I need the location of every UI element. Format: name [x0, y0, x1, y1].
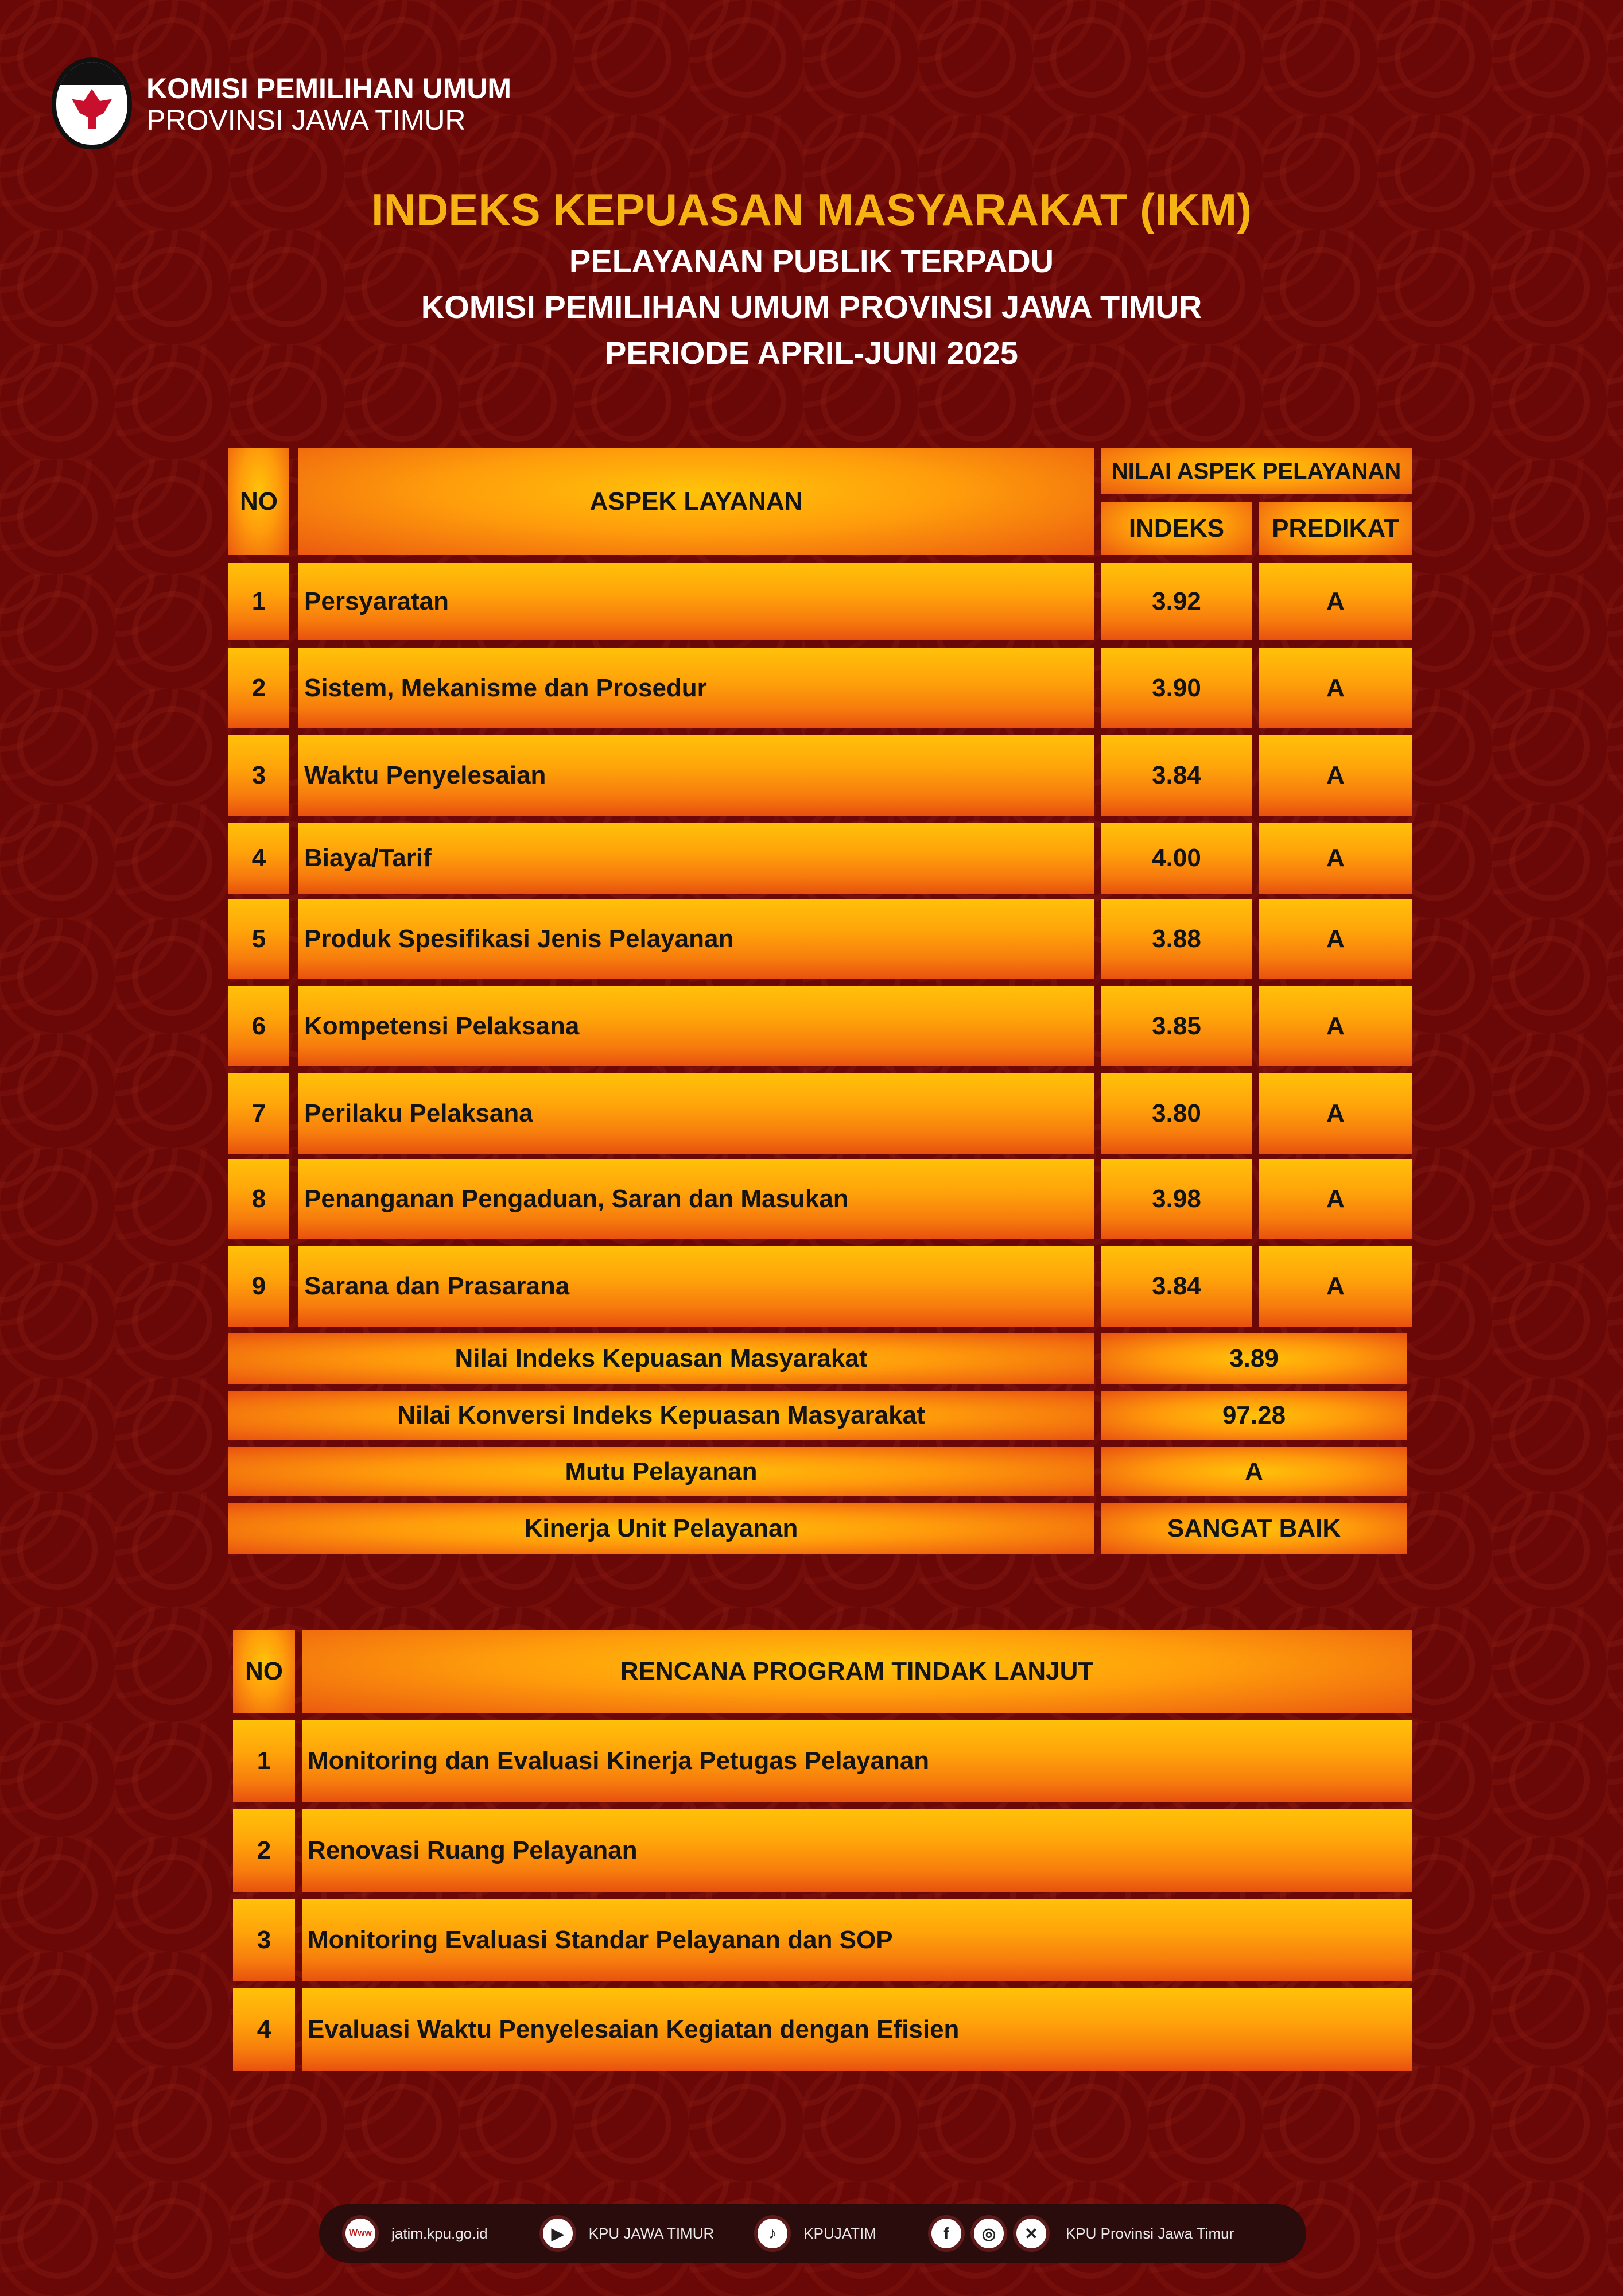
row-4-predikat: A — [1259, 823, 1412, 894]
garuda-emblem-icon — [72, 89, 112, 129]
header-aspek: ASPEK LAYANAN — [298, 448, 1094, 555]
row-4-no: 4 — [228, 823, 289, 894]
program-row-1-no: 1 — [233, 1720, 295, 1802]
row-8-aspek: Penanganan Pengaduan, Saran dan Masukan — [298, 1159, 1094, 1239]
org-line2: PROVINSI JAWA TIMUR — [146, 104, 466, 136]
row-2-predikat: A — [1259, 648, 1412, 728]
row-2-indeks: 3.90 — [1101, 648, 1252, 728]
row-5-indeks: 3.88 — [1101, 899, 1252, 979]
row-5-no: 5 — [228, 899, 289, 979]
summary-kinerja-value: SANGAT BAIK — [1101, 1503, 1407, 1554]
facebook-icon: f — [928, 2215, 965, 2252]
row-6-aspek: Kompetensi Pelaksana — [298, 986, 1094, 1066]
row-1-predikat: A — [1259, 563, 1412, 640]
header-indeks: INDEKS — [1101, 502, 1252, 555]
row-8-predikat: A — [1259, 1159, 1412, 1239]
row-8-no: 8 — [228, 1159, 289, 1239]
row-1-indeks: 3.92 — [1101, 563, 1252, 640]
subtitle-3: PERIODE APRIL-JUNI 2025 — [605, 335, 1018, 371]
header-nilai: NILAI ASPEK PELAYANAN — [1101, 448, 1412, 494]
row-3-indeks: 3.84 — [1101, 735, 1252, 816]
website-text: jatim.kpu.go.id — [391, 2224, 488, 2242]
footer-social[interactable] — [928, 2215, 1234, 2252]
footer-bar — [319, 2204, 1306, 2263]
summary-mutu-label: Mutu Pelayanan — [228, 1447, 1094, 1496]
program-row-1-text: Monitoring dan Evaluasi Kinerja Petugas Pelayanan — [302, 1720, 1412, 1802]
row-7-indeks: 3.80 — [1101, 1073, 1252, 1154]
footer-website[interactable] — [342, 2215, 488, 2252]
summary-ikm-value: 3.89 — [1101, 1333, 1407, 1384]
summary-konversi-label: Nilai Konversi Indeks Kepuasan Masyarakat — [228, 1391, 1094, 1440]
row-6-indeks: 3.85 — [1101, 986, 1252, 1066]
org-line1: KOMISI PEMILIHAN UMUM — [146, 72, 512, 104]
header-no: NO — [228, 448, 289, 555]
tiktok-text: KPUJATIM — [803, 2224, 876, 2242]
program-row-3-no: 3 — [233, 1899, 295, 1981]
row-2-aspek: Sistem, Mekanisme dan Prosedur — [298, 648, 1094, 728]
footer-youtube[interactable] — [539, 2215, 715, 2252]
program-header-no: NO — [233, 1630, 295, 1713]
row-7-no: 7 — [228, 1073, 289, 1154]
row-4-indeks: 4.00 — [1101, 823, 1252, 894]
kpu-logo — [52, 57, 132, 149]
youtube-text: KPU JAWA TIMUR — [588, 2224, 715, 2242]
program-row-3-text: Monitoring Evaluasi Standar Pelayanan dan SOP — [302, 1899, 1412, 1981]
instagram-icon: ◎ — [970, 2215, 1007, 2252]
row-2-no: 2 — [228, 648, 289, 728]
row-1-no: 1 — [228, 563, 289, 640]
subtitle-1: PELAYANAN PUBLIK TERPADU — [569, 243, 1054, 279]
page-title: INDEKS KEPUASAN MASYARAKAT (IKM) — [371, 184, 1252, 235]
program-row-2-no: 2 — [233, 1809, 295, 1892]
summary-mutu-value: A — [1101, 1447, 1407, 1496]
row-3-predikat: A — [1259, 735, 1412, 816]
program-row-4-text: Evaluasi Waktu Penyelesaian Kegiatan dengan Efisien — [302, 1988, 1412, 2071]
title-block — [0, 181, 1623, 376]
tiktok-icon: ♪ — [754, 2215, 791, 2252]
summary-konversi-value: 97.28 — [1101, 1391, 1407, 1440]
social-text: KPU Provinsi Jawa Timur — [1065, 2224, 1234, 2242]
row-9-indeks: 3.84 — [1101, 1246, 1252, 1327]
row-9-no: 9 — [228, 1246, 289, 1327]
x-icon: ✕ — [1013, 2215, 1050, 2252]
program-row-4-no: 4 — [233, 1988, 295, 2071]
row-1-aspek: Persyaratan — [298, 563, 1094, 640]
row-6-no: 6 — [228, 986, 289, 1066]
globe-icon: Www — [342, 2215, 379, 2252]
row-9-aspek: Sarana dan Prasarana — [298, 1246, 1094, 1327]
program-header-title: RENCANA PROGRAM TINDAK LANJUT — [302, 1630, 1412, 1713]
row-8-indeks: 3.98 — [1101, 1159, 1252, 1239]
organization-name — [146, 72, 511, 135]
program-row-2-text: Renovasi Ruang Pelayanan — [302, 1809, 1412, 1892]
row-3-aspek: Waktu Penyelesaian — [298, 735, 1094, 816]
footer-tiktok[interactable] — [754, 2215, 876, 2252]
summary-kinerja-label: Kinerja Unit Pelayanan — [228, 1503, 1094, 1554]
row-4-aspek: Biaya/Tarif — [298, 823, 1094, 894]
play-icon: ▶ — [539, 2215, 576, 2252]
row-7-predikat: A — [1259, 1073, 1412, 1154]
subtitle-2: KOMISI PEMILIHAN UMUM PROVINSI JAWA TIMUR — [421, 289, 1202, 325]
row-3-no: 3 — [228, 735, 289, 816]
row-7-aspek: Perilaku Pelaksana — [298, 1073, 1094, 1154]
row-5-aspek: Produk Spesifikasi Jenis Pelayanan — [298, 899, 1094, 979]
summary-ikm-label: Nilai Indeks Kepuasan Masyarakat — [228, 1333, 1094, 1384]
row-6-predikat: A — [1259, 986, 1412, 1066]
header — [52, 55, 511, 152]
row-5-predikat: A — [1259, 899, 1412, 979]
row-9-predikat: A — [1259, 1246, 1412, 1327]
header-predikat: PREDIKAT — [1259, 502, 1412, 555]
